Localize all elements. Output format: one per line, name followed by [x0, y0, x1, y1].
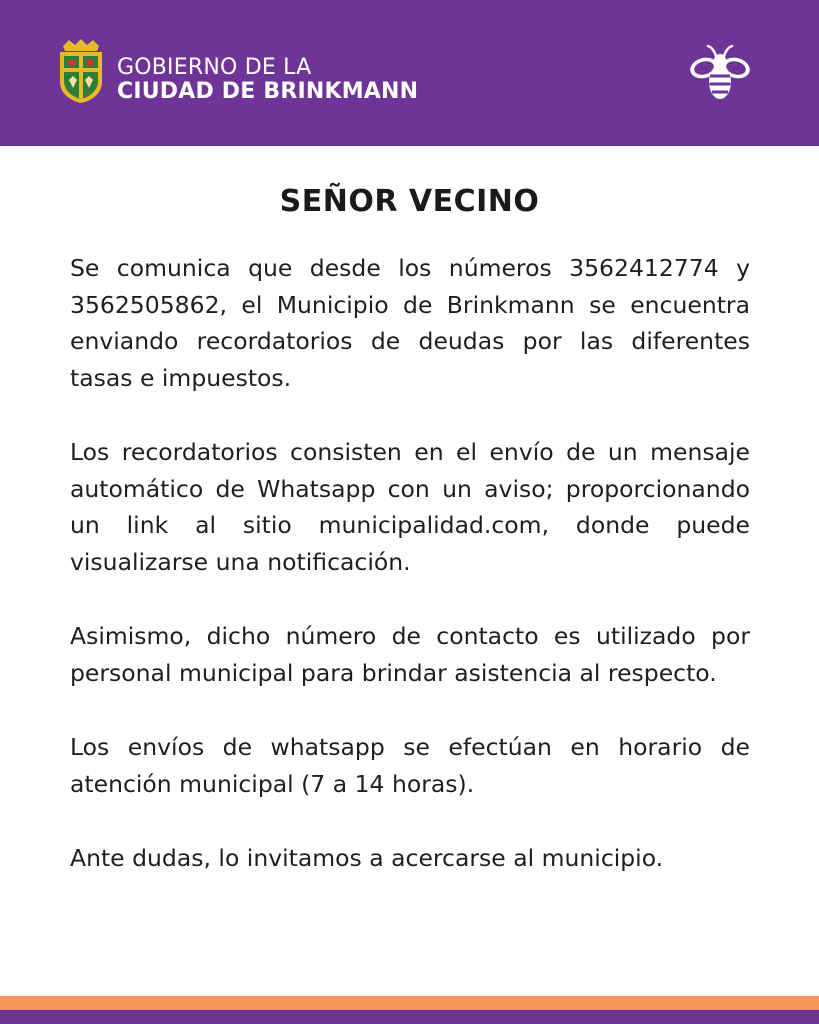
notice-paragraph: Ante dudas, lo invitamos a acercarse al municipio. [70, 844, 664, 872]
org-name-line2: CIUDAD DE BRINKMANN [117, 79, 419, 104]
organization-name [117, 56, 418, 104]
footer-orange-stripe [0, 996, 819, 1010]
notice-paragraph: Los recordatorios consisten en el envío de un mensaje automático de Whatsapp con un aviso; proporcionando un link al sitio municipalidad.com, donde puede visualizarse una notificación. [70, 438, 750, 576]
notice-paragraph: Los envíos de whatsapp se efectúan en horario de atención municipal (7 a 14 horas). [70, 733, 750, 798]
notice-title: SEÑOR VECINO [279, 184, 540, 219]
municipal-crest-icon [57, 38, 105, 104]
notice-body [70, 250, 750, 915]
notice-paragraph: Se comunica que desde los números 3562412774 y 3562505862, el Municipio de Brinkmann se encuentra enviando recordatorios de deudas por las diferentes tasas e impuestos. [70, 254, 750, 392]
footer-purple-stripe [0, 1010, 819, 1024]
org-name-line1: GOBIERNO DE LA [117, 55, 312, 80]
header-banner [0, 0, 819, 146]
notice-paragraph: Asimismo, dicho número de contacto es utilizado por personal municipal para brindar asistencia al respecto. [70, 622, 750, 687]
bee-icon [688, 42, 752, 104]
